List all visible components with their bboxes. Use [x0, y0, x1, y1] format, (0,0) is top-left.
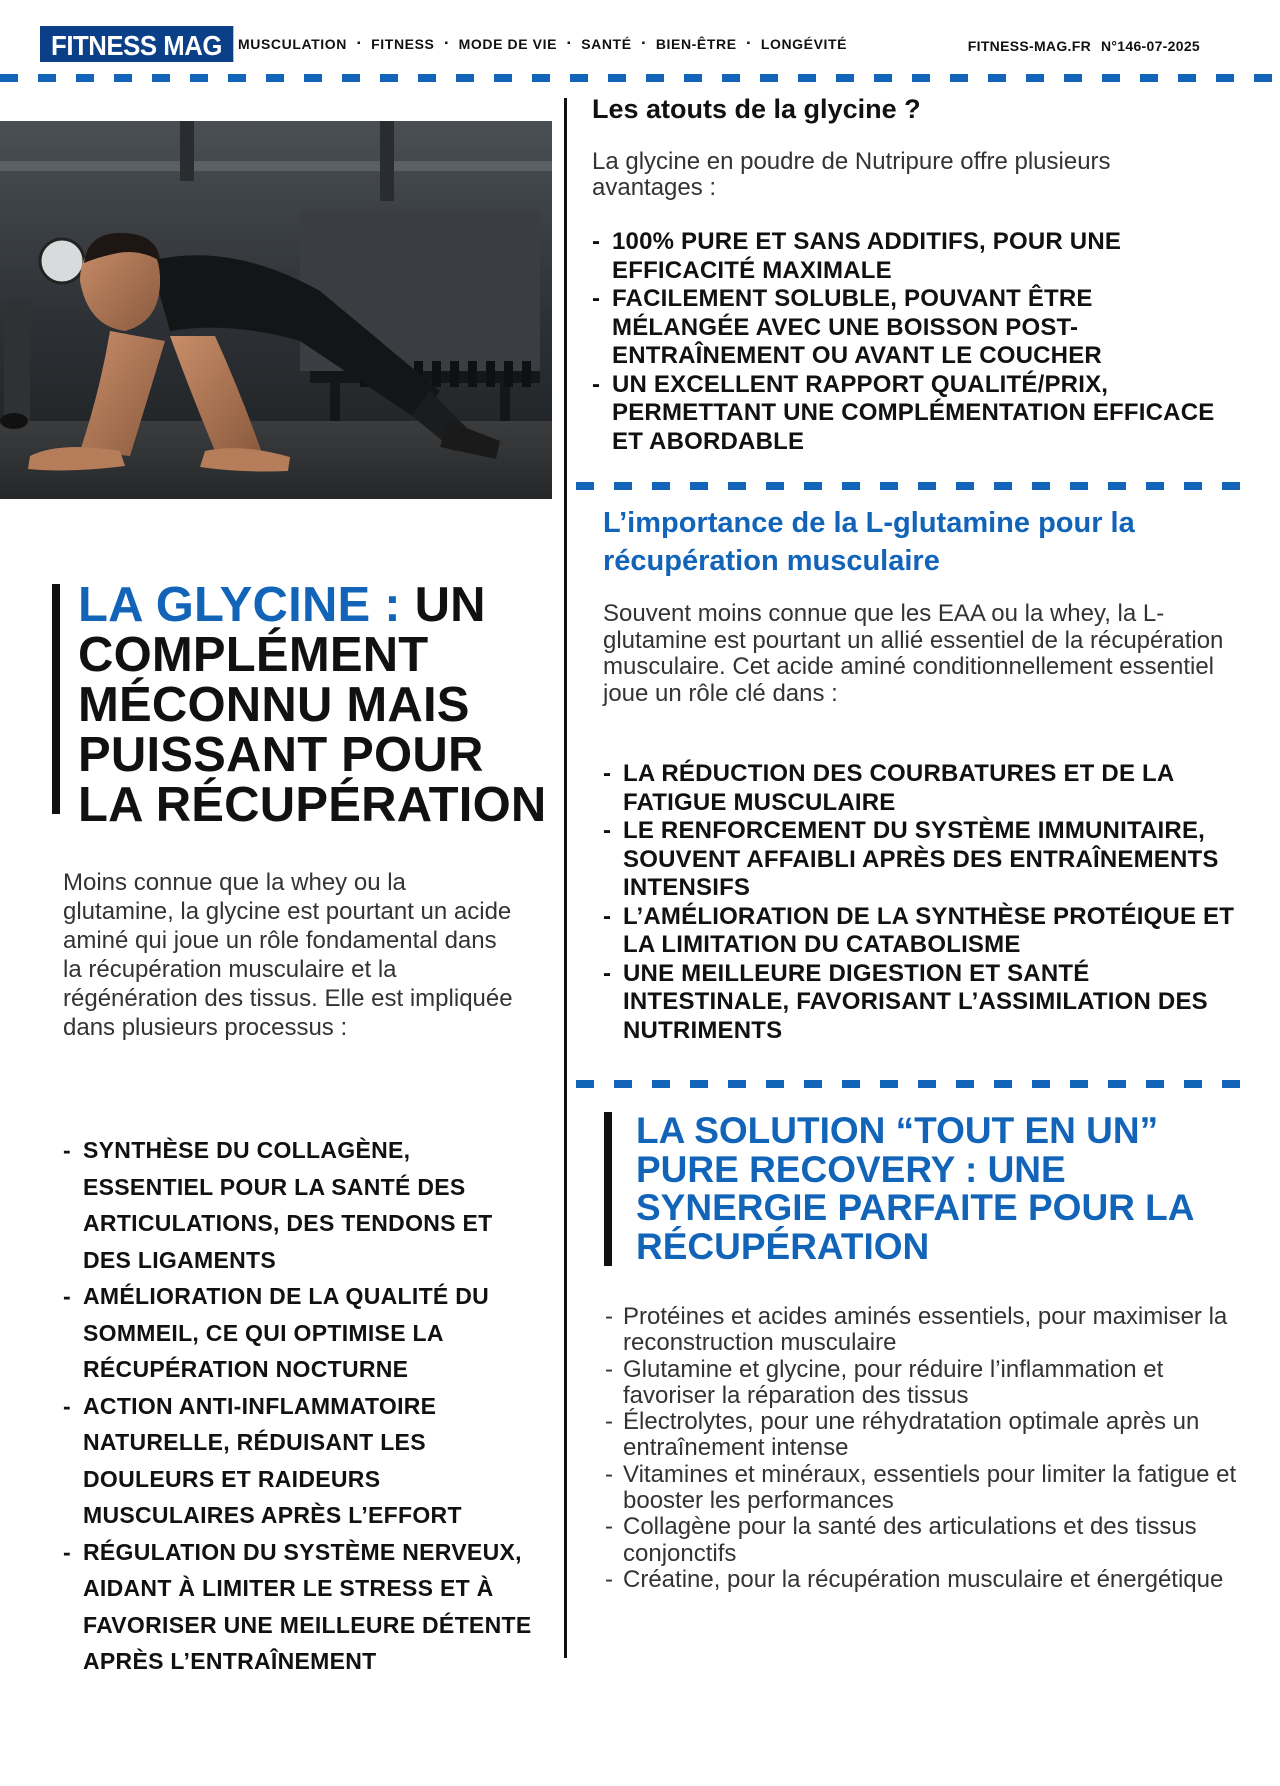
list-item: - UNE MEILLEURE DIGESTION ET SANTÉ INTESTINALE, FAVORISANT L’ASSIMILATION DES NUTRIMENTS: [603, 960, 1243, 1046]
nav-separator: ▪: [641, 38, 646, 49]
nav-separator: ▪: [357, 38, 362, 49]
column-divider: [564, 98, 567, 1658]
list-item: - UN EXCELLENT RAPPORT QUALITÉ/PRIX, PERMETTANT UNE COMPLÉMENTATION EFFICACE ET ABORDABLE: [592, 371, 1232, 457]
list-item: - ACTION ANTI-INFLAMMATOIRE NATURELLE, RÉDUISANT LES DOULEURS ET RAIDEURS MUSCULAIRES APRÈS L’EFFORT: [63, 1388, 533, 1534]
nav-separator: ▪: [567, 38, 572, 49]
list-item: - Collagène pour la santé des articulations et des tissus conjonctifs: [605, 1514, 1245, 1567]
nav-item-bien-etre[interactable]: BIEN-ÊTRE: [655, 36, 737, 52]
list-item: - Protéines et acides aminés essentiels, pour maximiser la reconstruction musculaire: [605, 1304, 1245, 1357]
nav-item-musculation[interactable]: MUSCULATION: [238, 36, 347, 52]
issue-info: [968, 38, 1200, 54]
logo[interactable]: FITNESS MAG: [40, 26, 233, 62]
list-item: - LE RENFORCEMENT DU SYSTÈME IMMUNITAIRE, SOUVENT AFFAIBLI APRÈS DES ENTRAÎNEMENTS INTENSIFS: [603, 817, 1243, 903]
nav-item-mode-de-vie[interactable]: MODE DE VIE: [458, 36, 558, 52]
atouts-list: [592, 228, 1232, 456]
issue-number: N°146-07-2025: [1100, 38, 1200, 54]
section-heading-atouts: Les atouts de la glycine ?: [592, 94, 921, 124]
nav-item-sante[interactable]: SANTÉ: [581, 36, 632, 52]
list-item: - 100% PURE ET SANS ADDITIFS, POUR UNE EFFICACITÉ MAXIMALE: [592, 228, 1232, 285]
nav-separator: ▪: [444, 38, 449, 49]
list-item: - Glutamine et glycine, pour réduire l’inflammation et favoriser la réparation des tissus: [605, 1357, 1245, 1410]
list-item: - RÉGULATION DU SYSTÈME NERVEUX, AIDANT À LIMITER LE STRESS ET À FAVORISER UNE MEILLEURE DÉTENTE APRÈS L’ENTRAÎNEMENT: [63, 1534, 533, 1680]
title-highlight: LA GLYCINE :: [78, 578, 401, 632]
pure-recovery-title-block: [604, 1112, 1244, 1266]
section-nav: [238, 36, 847, 52]
pure-recovery-ingredients-list: [605, 1304, 1245, 1593]
glutamine-intro-paragraph: Souvent moins connue que les EAA ou la whey, la L-glutamine est pourtant un allié essentiel de la récupération musculaire. Cet acide aminé conditionnellement essentiel joue un rôle clé dans :: [603, 600, 1224, 707]
glycine-intro-paragraph: Moins connue que la whey ou la glutamine, la glycine est pourtant un acide aminé qui joue un rôle fondamental dans la récupération musculaire et la régénération des tissus. Elle est impliquée dans plusieurs processus :: [63, 869, 513, 1041]
main-article-title: [78, 580, 552, 830]
list-item: - SYNTHÈSE DU COLLAGÈNE, ESSENTIEL POUR LA SANTÉ DES ARTICULATIONS, DES TENDONS ET DES LIGAMENTS: [63, 1132, 533, 1278]
list-item: - Créatine, pour la récupération musculaire et énergétique: [605, 1567, 1245, 1593]
atouts-intro-paragraph: La glycine en poudre de Nutripure offre plusieurs avantages :: [592, 148, 1111, 201]
glycine-benefits-list: [63, 1132, 533, 1680]
pure-recovery-title: LA SOLUTION “TOUT EN UN” PURE RECOVERY : UNE SYNERGIE PARFAITE POUR LA RÉCUPÉRATION: [636, 1110, 1194, 1267]
hero-photo-pushup-athlete: [0, 121, 552, 499]
title-accent-bar: [604, 1112, 612, 1266]
title-accent-bar: [52, 584, 60, 814]
section-divider: [576, 1080, 1256, 1088]
list-item: - L’AMÉLIORATION DE LA SYNTHÈSE PROTÉIQUE ET LA LIMITATION DU CATABOLISME: [603, 903, 1243, 960]
main-article-title-block: [52, 580, 552, 830]
list-item: - Électrolytes, pour une réhydratation optimale après un entraînement intense: [605, 1409, 1245, 1462]
nav-separator: ▪: [746, 38, 751, 49]
list-item: - LA RÉDUCTION DES COURBATURES ET DE LA FATIGUE MUSCULAIRE: [603, 760, 1243, 817]
section-heading-glutamine: L’importance de la L-glutamine pour la récupération musculaire: [603, 507, 1135, 577]
list-item: - Vitamines et minéraux, essentiels pour limiter la fatigue et booster les performances: [605, 1462, 1245, 1515]
list-item: - AMÉLIORATION DE LA QUALITÉ DU SOMMEIL, CE QUI OPTIMISE LA RÉCUPÉRATION NOCTURNE: [63, 1278, 533, 1388]
nav-item-longevite[interactable]: LONGÉVITÉ: [760, 36, 848, 52]
title-rest: UN COMPLÉMENT MÉCONNU MAIS PUISSANT POUR LA RÉCUPÉRATION: [78, 578, 547, 832]
masthead: [40, 26, 250, 62]
glutamine-benefits-list: [603, 760, 1243, 1045]
nav-item-fitness[interactable]: FITNESS: [371, 36, 435, 52]
header-divider: [0, 74, 1280, 82]
section-divider: [576, 482, 1256, 490]
site-url[interactable]: FITNESS-MAG.FR: [967, 38, 1091, 54]
list-item: - FACILEMENT SOLUBLE, POUVANT ÊTRE MÉLANGÉE AVEC UNE BOISSON POST-ENTRAÎNEMENT OU AVANT LE COUCHER: [592, 285, 1232, 371]
